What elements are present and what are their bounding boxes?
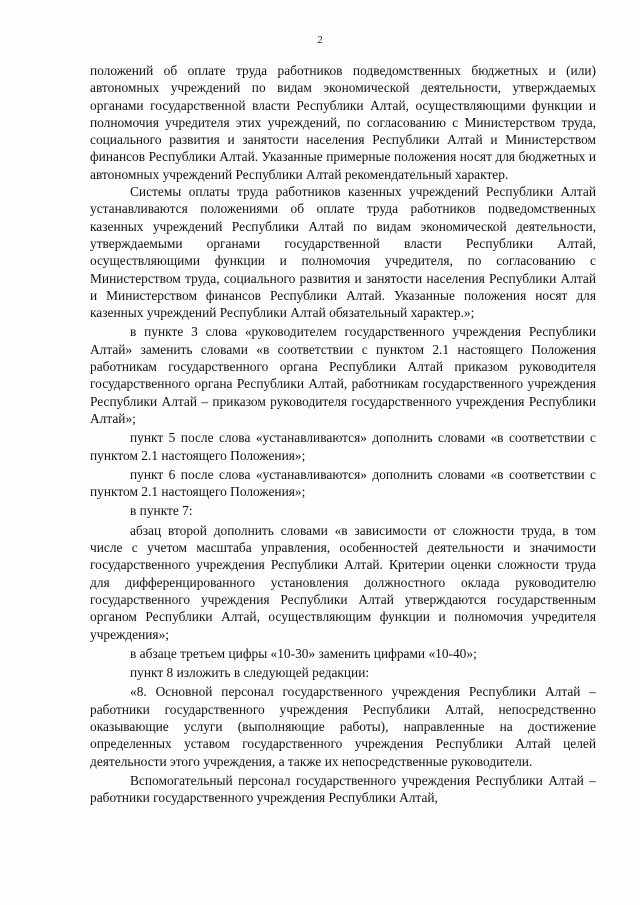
paragraph-continuation: положений об оплате труда работников подведомственных бюджетных и (или) автономных учреждений по видам экономической деятельности, утверждаемых органами государственной власти Республики Алтай, осуществляющими функции и полномочия учредителя этих учреждений, по согласованию с Министерством труда, социального развития и занятости населения Республики Алтай и Министерством финансов Республики Алтай. Указанные примерные положения носят для бюджетных и автономных учреждений Республики Алтай рекомендательный характер. [90,63,596,182]
paragraph-item-7-second-clause: абзац второй дополнить словами «в зависимости от сложности труда, в том числе с учетом масштаба управления, особенностей деятельности и значимости государственного учреждения Республики Алтай. Критерии оценки сложности труда для дифференцированного установления должностного оклада руководителю государственного учреждения Республики Алтай утверждаются государственным органом Республики Алтай, осуществляющим функции и полномочия учредителя учреждения»; [90,522,596,642]
paragraph-item-8-intro: пункт 8 изложить в следующей редакции: [130,665,370,681]
paragraph-salary-systems-state-institutions: Системы оплаты труда работников казенных учреждений Республики Алтай устанавливаются положениями об оплате труда работников подведомственных казенных учреждений Республики Алтай по видам экономической деятельности, утверждаемыми органами государственной власти Республики Алтай, осуществляющими функции и полномочия учредителя, по согласованию с Министерством труда, социального развития и занятости населения Республики Алтай и Министерством финансов Республики Алтай. Указанные положения носят для казенных учреждений Республики Алтай обязательный характер.»; [90,184,596,321]
paragraph-item-5-amendment: пункт 5 после слова «устанавливаются» дополнить словами «в соответствии с пунктом 2.1 настоящего Положения»; [90,430,596,463]
paragraph-item-3-amendment: в пункте 3 слова «руководителем государственного учреждения Республики Алтай» заменить словами «в соответствии с пунктом 2.1 настоящего Положения работникам государственного органа Республики Алтай приказом руководителя государственного органа Республики Алтай, работникам государственного учреждения Республики Алтай – приказом руководителя государственного учреждения Республики Алтай»; [90,324,596,426]
document-body [90,62,596,806]
page-number: 2 [317,34,323,46]
paragraph-item-8-main-staff: «8. Основной персонал государственного учреждения Республики Алтай – работники государственного учреждения Республики Алтай, непосредственно оказывающие услуги (выполняющие работы), направленные на достижение определенных уставом государственного учреждения Республики Алтай целей деятельности этого учреждения, а также их непосредственные руководители. [90,684,596,769]
paragraph-item-7-heading: в пункте 7: [130,503,193,519]
paragraph-item-7-third-clause: в абзаце третьем цифры «10-30» заменить цифрами «10-40»; [130,645,477,661]
paragraph-item-6-amendment: пункт 6 после слова «устанавливаются» дополнить словами «в соответствии с пунктом 2.1 настоящего Положения»; [90,466,596,500]
paragraph-item-8-auxiliary-staff: Вспомогательный персонал государственного учреждения Республики Алтай – работники государственного учреждения Республики Алтай, [90,772,596,806]
